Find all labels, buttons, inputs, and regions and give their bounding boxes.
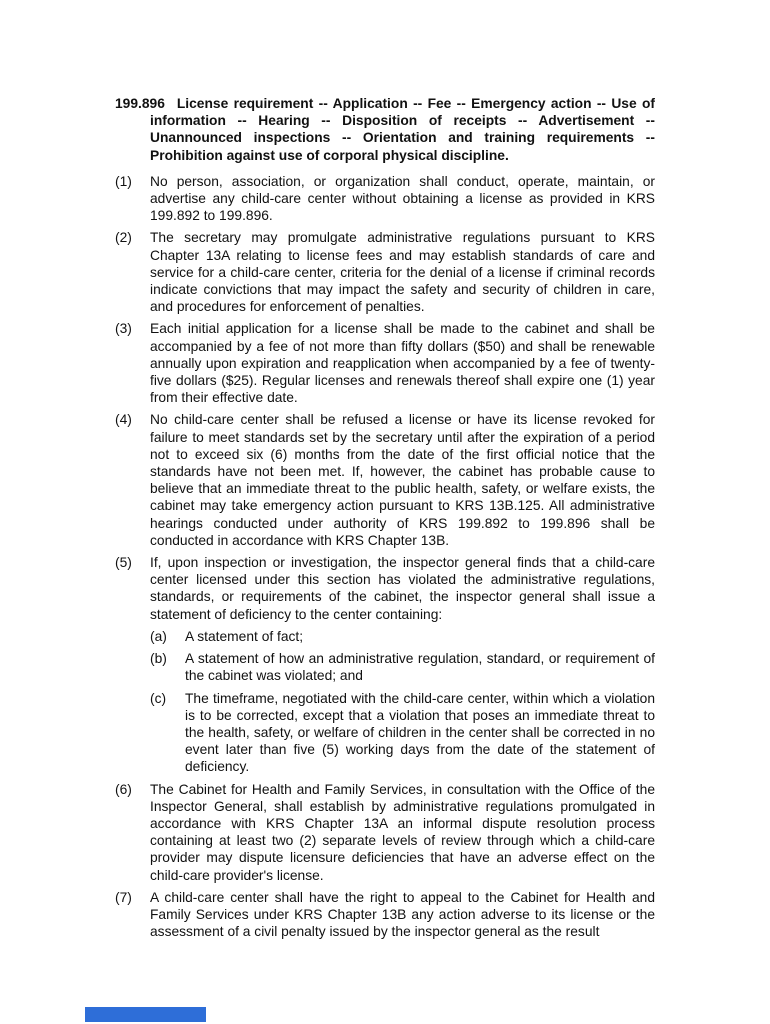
item-marker: (6) (115, 781, 132, 797)
statute-item-4 (115, 411, 655, 549)
item-marker: (2) (115, 230, 132, 246)
subitem-text: A statement of fact; (185, 628, 304, 644)
item-text: Each initial application for a license shall be made to the cabinet and shall be accompanied by a fee of not more than fifty dollars ($50) and shall be renewable annually upon expiration and reapplication when accompanied by a fee of twenty-five dollars ($25). Regular licenses and renewals thereof shall expire one (1) year from their effective date. (150, 321, 655, 406)
subitem-marker: (b) (150, 651, 167, 667)
subitem-text: The timeframe, negotiated with the child-care center, within which a violation is to be corrected, except that a violation that poses an immediate threat to the health, safety, or welfare of children in the center shall be corrected in no event later than five (5) working days from the date of the statement of deficiency. (185, 690, 655, 775)
subitem-text: A statement of how an administrative regulation, standard, or requirement of the cabinet was violated; and (185, 651, 655, 684)
statute-item-6 (115, 781, 655, 884)
item-marker: (5) (115, 555, 132, 571)
statute-item-5-sublist (150, 628, 655, 776)
item-marker: (1) (115, 173, 132, 189)
item-text: The Cabinet for Health and Family Services, in consultation with the Office of the Inspector General, shall establish by administrative regulations promulgated in accordance with KRS Chapter 13A an informal dispute resolution process containing at least two (2) separate levels of review through which a child-care provider may dispute licensure deficiencies that have an adverse effect on the child-care provider's license. (150, 781, 655, 883)
item-marker: (3) (115, 321, 132, 337)
subitem-marker: (c) (150, 690, 167, 706)
statute-item-1 (115, 173, 655, 225)
item-text: No person, association, or organization shall conduct, operate, maintain, or advertise any child-care center without obtaining a license as provided in KRS 199.892 to 199.896. (150, 173, 655, 224)
item-marker: (7) (115, 889, 132, 905)
statute-item-5 (115, 554, 655, 775)
statute-body (115, 95, 655, 945)
statute-subitem-c (150, 690, 655, 776)
statute-subitem-b (150, 650, 655, 684)
statute-item-2 (115, 229, 655, 315)
bottom-blue-bar (85, 1007, 206, 1022)
item-marker: (4) (115, 412, 132, 428)
item-text: If, upon inspection or investigation, the inspector general finds that a child-care center licensed under this section has violated the administrative regulations, standards, or requirements of the cabinet, the inspector general shall issue a statement of deficiency to the center containing: (150, 555, 655, 622)
statute-heading (115, 95, 655, 164)
item-text: A child-care center shall have the right to appeal to the Cabinet for Health and Family Services under KRS Chapter 13B any action adverse to its license or the assessment of a civil penalty issued by the inspector general as the result (150, 889, 655, 940)
statute-title: License requirement -- Application -- Fee -- Emergency action -- Use of information -- Hearing -- Disposition of receipts -- Advertisement -- Unannounced inspections -- Orientation and training requirements -- Prohibition against use of corporal physical discipline. (150, 96, 655, 163)
subitem-marker: (a) (150, 628, 167, 644)
statute-subitem-a (150, 628, 655, 645)
statute-item-7 (115, 889, 655, 941)
statute-number: 199.896 (115, 96, 165, 111)
statute-item-3 (115, 320, 655, 406)
item-text: The secretary may promulgate administrative regulations pursuant to KRS Chapter 13A relating to license fees and may establish standards of care and service for a child-care center, criteria for the denial of a license if criminal records indicate convictions that may impact the safety and security of children in care, and procedures for enforcement of penalties. (150, 230, 655, 315)
item-text: No child-care center shall be refused a license or have its license revoked for failure to meet standards set by the secretary until after the expiration of a period not to exceed six (6) months from the date of the first official notice that the standards have not been met. If, however, the cabinet has probable cause to believe that an immediate threat to the public health, safety, or welfare exists, the cabinet may take emergency action pursuant to KRS 13B.125. All administrative hearings conducted under authority of KRS 199.892 to 199.896 shall be conducted in accordance with KRS Chapter 13B. (150, 412, 655, 548)
